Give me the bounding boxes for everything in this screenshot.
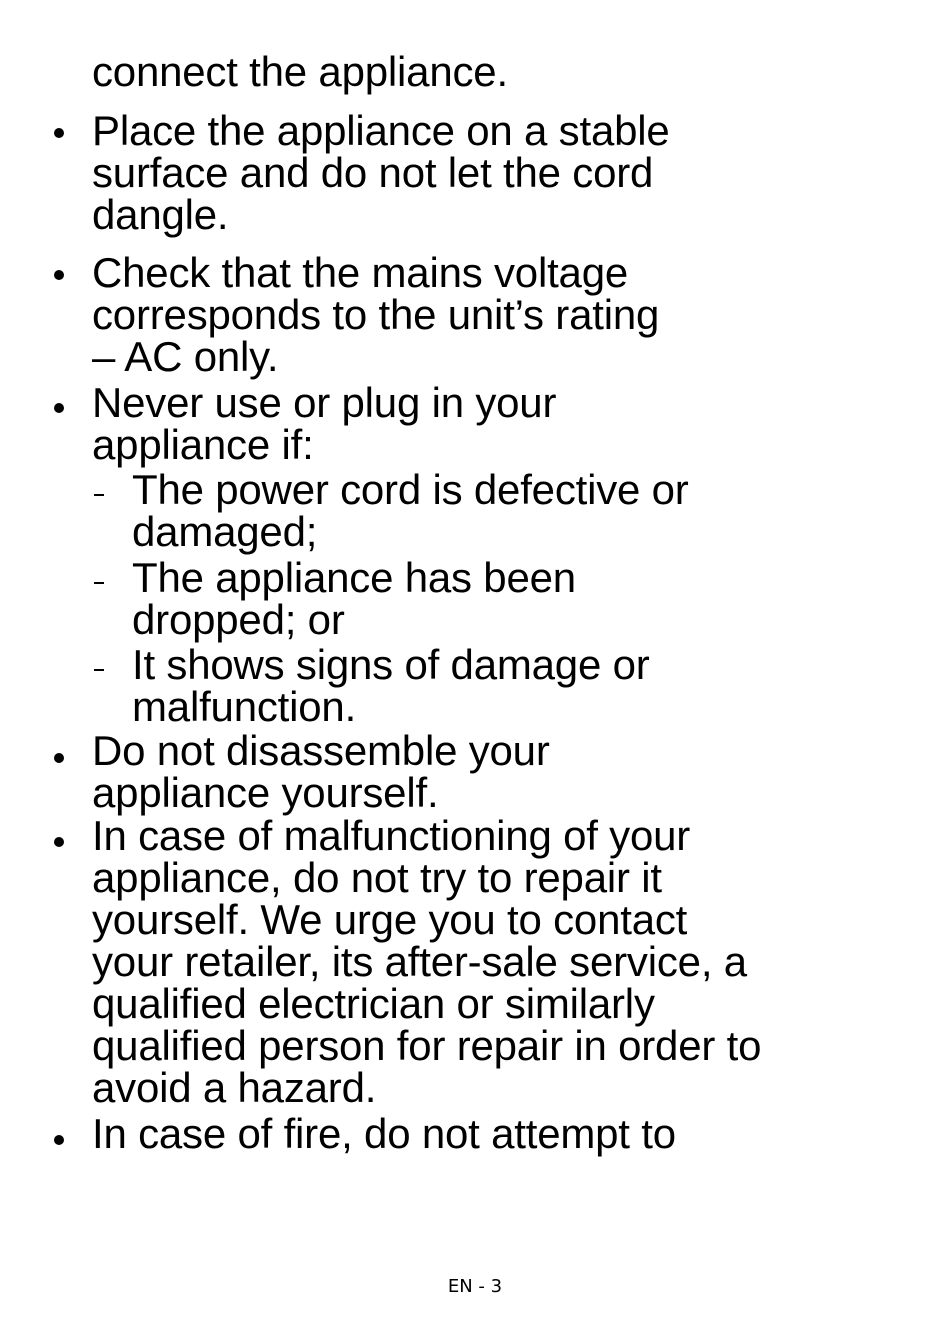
page-number: EN - 3 xyxy=(447,1276,503,1297)
list-item: Do not disassemble your appliance yourself. xyxy=(92,727,550,816)
list-item: In case of fire, do not attempt to xyxy=(92,1110,676,1157)
list-item: Never use or plug in your appliance if: xyxy=(92,379,557,468)
sub-list-item: The power cord is defective or damaged; xyxy=(132,466,689,555)
continuation-text: connect the appliance. xyxy=(92,48,508,95)
sub-list-item: It shows signs of damage or malfunction. xyxy=(132,641,650,730)
dash-icon xyxy=(94,494,104,496)
list-item: In case of malfunctioning of your appliance, do not try to repair it yourself. We urge you to contact your retailer, its after-sale service, a qualified electrician or similarly qualified person for repair in order to avoid a hazard. xyxy=(92,812,762,1111)
dash-icon xyxy=(94,669,104,671)
list-item: Place the appliance on a stable surface and do not let the cord dangle. xyxy=(92,107,670,238)
list-item: Check that the mains voltage corresponds to the unit’s rating – AC only. xyxy=(92,249,660,380)
bullet-icon xyxy=(54,403,64,413)
bullet-icon xyxy=(54,753,64,763)
bullet-icon xyxy=(54,1135,64,1145)
bullet-icon xyxy=(54,128,64,138)
bullet-icon xyxy=(54,270,64,280)
dash-icon xyxy=(94,582,104,584)
sub-list-item: The appliance has been dropped; or xyxy=(132,554,576,643)
bullet-icon xyxy=(54,837,64,847)
